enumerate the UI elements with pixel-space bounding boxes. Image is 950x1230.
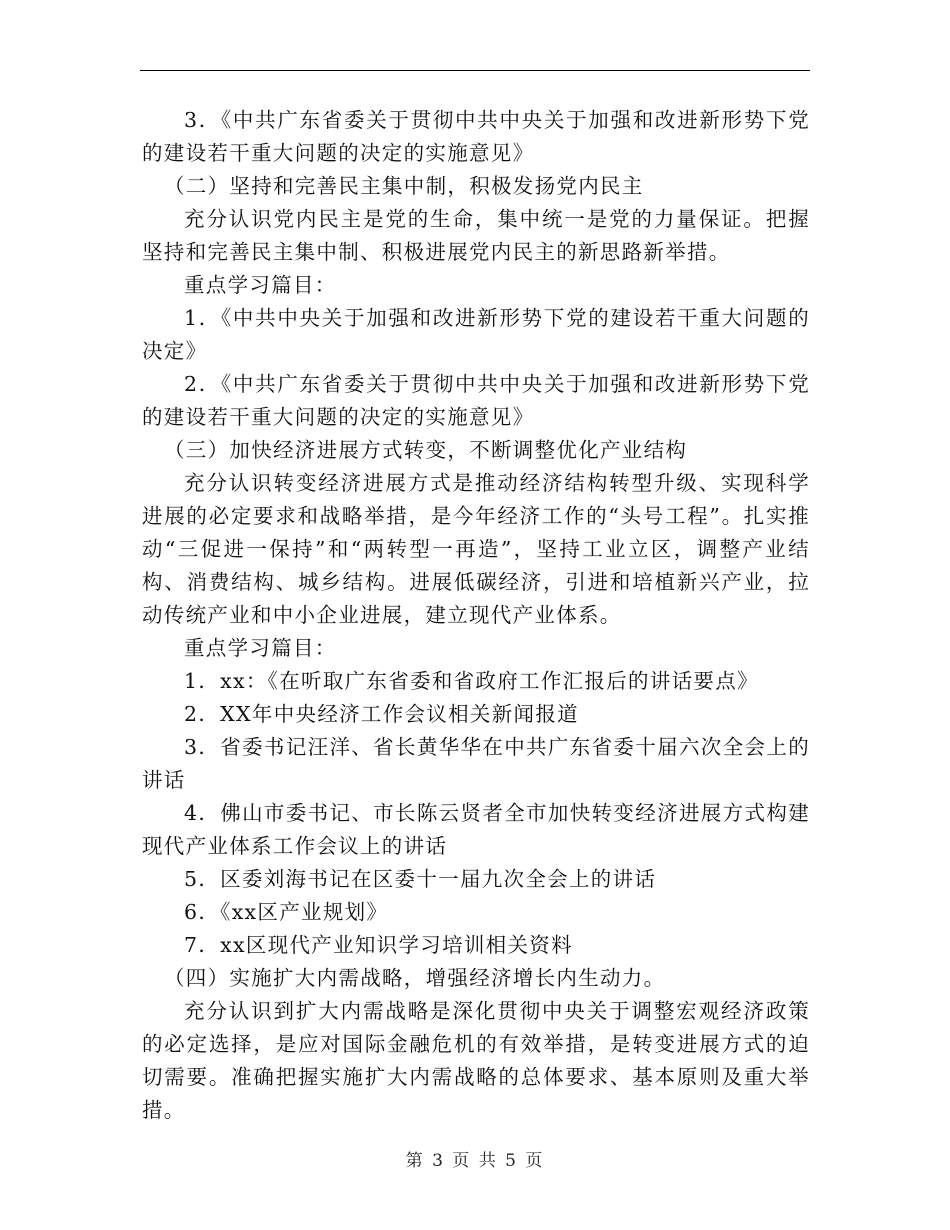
reading-list-label: 重点学习篇目：: [184, 273, 337, 297]
list-item: 1．《中共中央关于加强和改进新形势下党的建设若干重大问题的决定》: [142, 306, 810, 363]
list-item: 4．佛山市委书记、市长陈云贤者全市加快转变经济进展方式构建现代产业体系工作会议上的讲话: [142, 801, 810, 858]
section-heading-4: （四）实施扩大内需战略，增强经济增长内生动力。: [164, 966, 666, 990]
list-item: 2．《中共广东省委关于贯彻中共中央关于加强和改进新形势下党的建设若干重大问题的决定的实施意见》: [142, 372, 810, 429]
reading-list-label: 重点学习篇目：: [184, 636, 337, 660]
paragraph-18: 充分认识到扩大内需战略是深化贯彻中央关于调整宏观经济政策的必定选择，是应对国际金融危机的有效举措，是转变进展方式的迫切需要。准确把握实施扩大内需战略的总体要求、基本原则及重大举措。: [142, 999, 810, 1122]
list-item: 2．XX年中央经济工作会议相关新闻报道: [184, 702, 579, 726]
list-item: 3．省委书记汪洋、省长黄华华在中共广东省委十届六次全会上的讲话: [142, 735, 810, 792]
page-number: 第 3 页 共 5 页: [405, 1151, 545, 1171]
header-rule: [140, 70, 810, 71]
section-heading-2: （二）坚持和完善民主集中制，积极发扬党内民主: [164, 174, 644, 198]
section-heading-3: （三）加快经济进展方式转变，不断调整优化产业结构: [164, 438, 688, 462]
list-item: 7．xx区现代产业知识学习培训相关资料: [184, 933, 573, 957]
paragraph-1: 3．《中共广东省委关于贯彻中共中央关于加强和改进新形势下党的建设若干重大问题的决定的实施意见》: [142, 108, 810, 165]
paragraph-8: 充分认识转变经济进展方式是推动经济结构转型升级、实现科学进展的必定要求和战略举措，是今年经济工作的“头号工程”。扎实推动“三促进一保持”和“两转型一再造”，坚持工业立区，调整产业结构、消费结构、城乡结构。进展低碳经济，引进和培植新兴产业，拉动传统产业和中小企业进展，建立现代产业体系。: [142, 471, 810, 627]
list-item: 1．xx：《在听取广东省委和省政府工作汇报后的讲话要点》: [184, 669, 759, 693]
list-item: 5．区委刘海书记在区委十一届九次全会上的讲话: [184, 867, 657, 891]
paragraph-3: 充分认识党内民主是党的生命，集中统一是党的力量保证。把握坚持和完善民主集中制、积极进展党内民主的新思路新举措。: [142, 207, 810, 264]
document-body: [142, 104, 810, 1127]
list-item: 6．《xx区产业规划》: [184, 900, 389, 924]
